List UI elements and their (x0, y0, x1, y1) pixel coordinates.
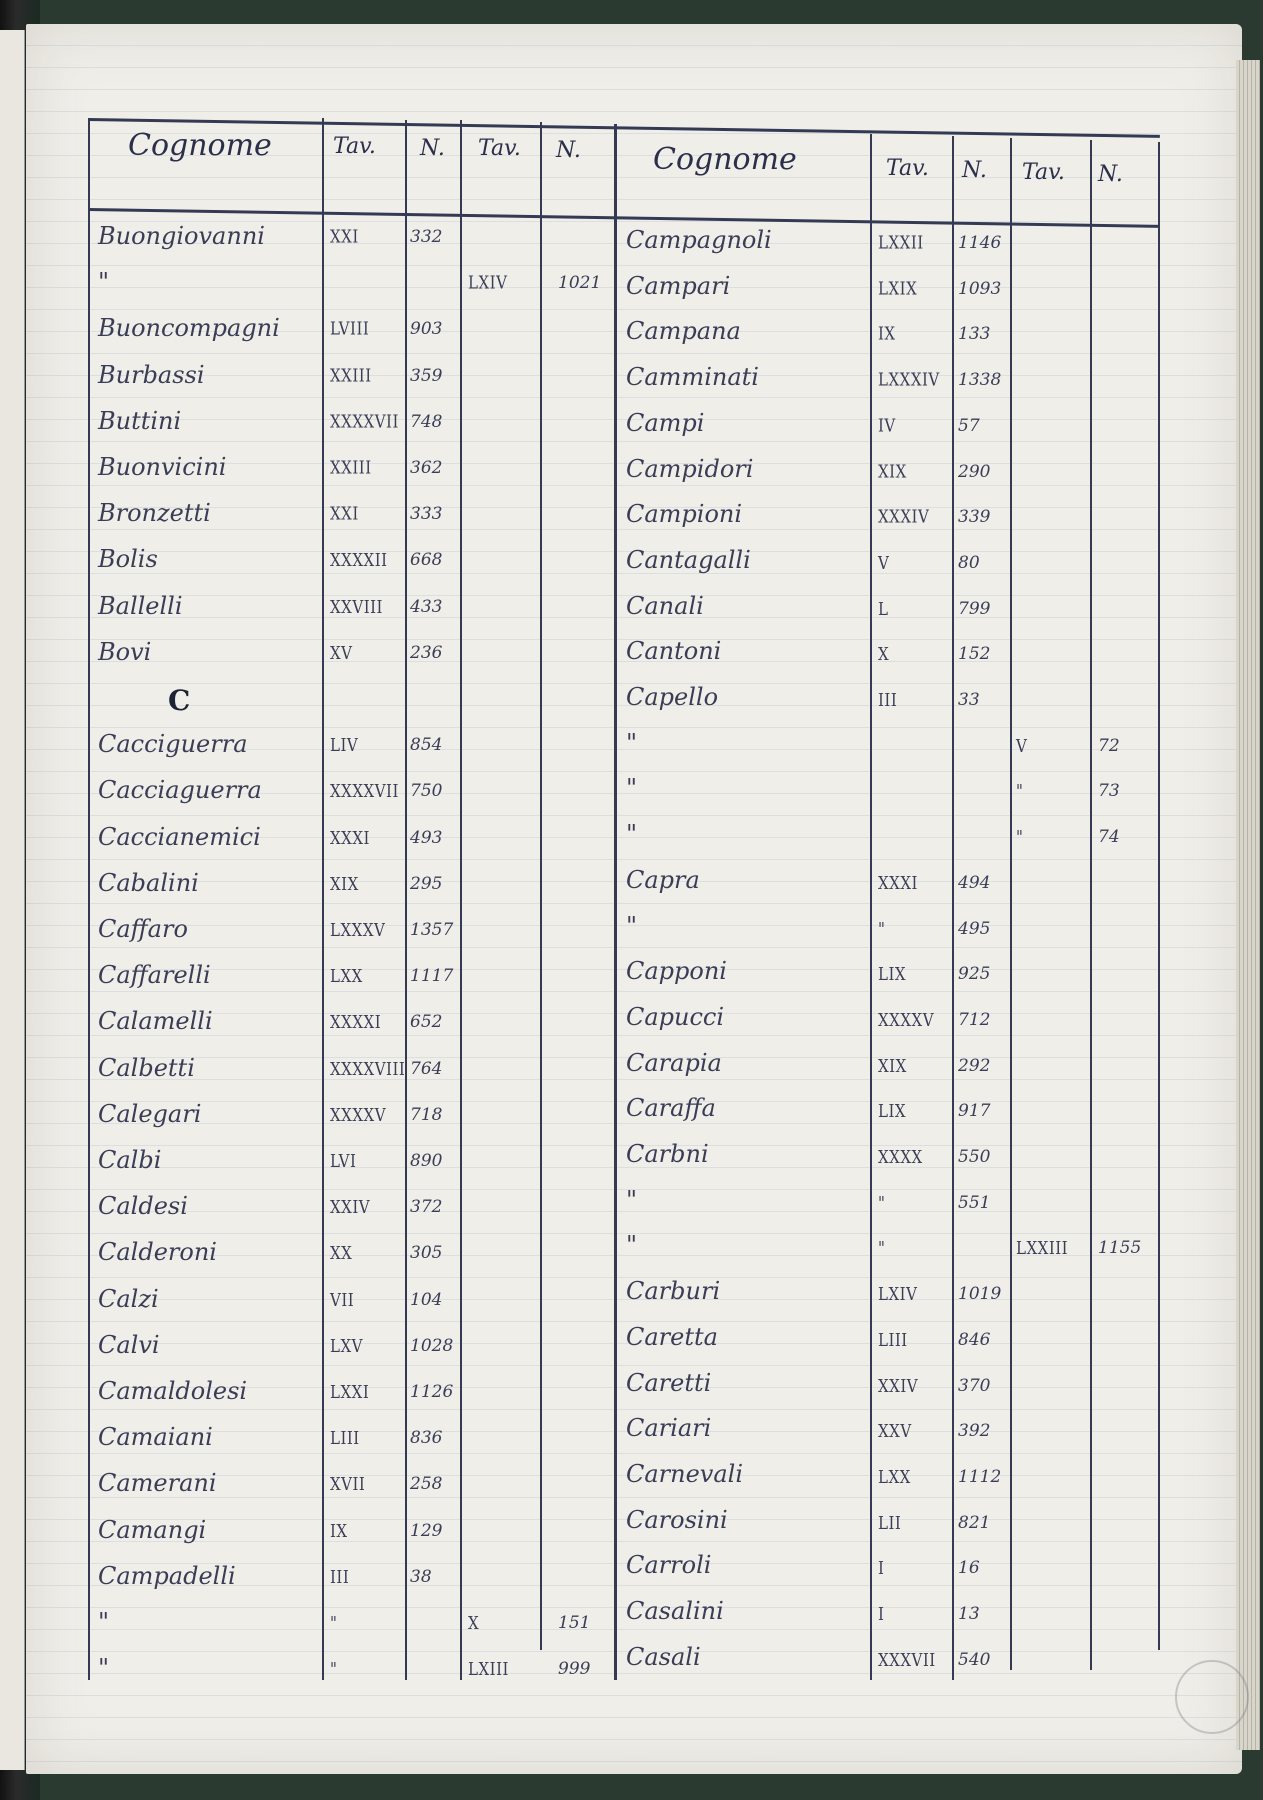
entry-number: 1126 (410, 1382, 454, 1402)
entry-number: 38 (410, 1566, 432, 1587)
surname: Campana (626, 317, 741, 346)
entry-number: 1146 (958, 233, 1002, 253)
tavola-roman: XX (330, 1243, 353, 1264)
surname: Buttini (98, 406, 182, 435)
previous-page-edge (0, 30, 25, 1770)
surname: Caffarelli (98, 961, 211, 990)
entry-number: 836 (410, 1428, 443, 1449)
surname: Cariari (626, 1414, 712, 1443)
entry-number: 493 (410, 827, 443, 848)
surname: Capello (626, 683, 719, 711)
tavola-roman: X (878, 643, 890, 665)
rule-right-tav2 (1010, 138, 1012, 1670)
surname: Casalini (626, 1597, 724, 1625)
entry-number: 370 (958, 1375, 991, 1396)
entry-number: 305 (410, 1243, 443, 1264)
tavola-roman: XIX (330, 873, 359, 895)
entry-number: 718 (410, 1104, 443, 1125)
entry-number: 540 (958, 1649, 991, 1670)
surname: Bovi (98, 637, 152, 666)
surname: Calvi (98, 1330, 160, 1359)
surname: Calbi (98, 1146, 162, 1174)
surname: Campadelli (98, 1561, 236, 1590)
entry-number: 890 (410, 1151, 443, 1171)
tavola-roman: I (878, 1557, 885, 1579)
surname: Carbni (626, 1140, 709, 1168)
entry-number: 359 (410, 365, 443, 386)
entry-number: 339 (958, 507, 991, 528)
entry-number: 1093 (958, 278, 1002, 299)
header-tav2-right: Tav. (1022, 160, 1065, 185)
tavola-roman-2: LXXIII (1016, 1238, 1069, 1259)
surname: Camangi (98, 1515, 207, 1544)
surname: Carburi (626, 1277, 721, 1306)
tavola-roman: XXXXVII (330, 781, 399, 802)
surname: Caretta (626, 1322, 718, 1351)
entry-number: 652 (410, 1012, 443, 1033)
rule-left-num (405, 120, 407, 1680)
entry-number: 16 (958, 1558, 980, 1579)
surname: Calegari (98, 1099, 202, 1128)
surname: Cabalini (98, 868, 199, 897)
tavola-roman: LIX (878, 1100, 907, 1122)
tavola-roman: XIX (878, 461, 907, 482)
tavola-roman: XXXI (330, 827, 370, 848)
rule-right-num (952, 136, 954, 1680)
entry-number: 846 (958, 1329, 991, 1350)
entry-number: 13 (958, 1604, 980, 1624)
rule-right-num2 (1090, 140, 1092, 1670)
tavola-roman: LIV (330, 734, 359, 756)
entry-number: 917 (958, 1101, 991, 1122)
entry-number-2: 72 (1098, 735, 1120, 756)
rule-left-tav (322, 118, 324, 1680)
tavola-roman: IV (878, 415, 896, 437)
tavola-roman: " (878, 918, 886, 939)
surname: Casali (626, 1642, 701, 1671)
entry-number: 799 (958, 598, 991, 619)
entry-number: 333 (410, 504, 443, 525)
surname: Buonvicini (98, 453, 227, 481)
tavola-roman: XXXXI (330, 1012, 382, 1033)
entry-number: 494 (958, 872, 991, 893)
entry-number: 33 (958, 690, 980, 710)
header-n2-right: N. (1098, 162, 1123, 187)
surname: Calbetti (98, 1053, 195, 1082)
header-n2-left: N. (556, 138, 581, 163)
tavola-roman: VII (330, 1289, 355, 1310)
surname: Calzi (98, 1284, 159, 1313)
tavola-roman: XXIII (330, 365, 372, 386)
header-surname-right: Cognome (653, 142, 797, 177)
entry-number: 295 (410, 873, 443, 894)
entry-number: 392 (958, 1421, 991, 1442)
tavola-roman: III (878, 689, 898, 711)
tavola-roman: LXX (878, 1466, 911, 1488)
entry-number: 1028 (410, 1335, 454, 1356)
surname: Bronzetti (98, 499, 211, 528)
surname: " (98, 1654, 110, 1683)
surname: Canali (626, 591, 704, 620)
tavola-roman: XXXX (878, 1146, 923, 1168)
entry-number: 551 (958, 1192, 991, 1213)
entry-number: 495 (958, 918, 991, 939)
entry-number-2: 74 (1098, 827, 1120, 848)
tavola-roman: XXXXII (330, 550, 388, 571)
entry-number: 258 (410, 1474, 443, 1495)
tavola-roman: LIX (878, 963, 907, 985)
tavola-roman: III (330, 1566, 350, 1588)
surname: Calderoni (98, 1238, 217, 1267)
surname: Caffaro (98, 915, 188, 943)
rule-right-tav (870, 134, 872, 1680)
entry-number: 821 (958, 1512, 991, 1533)
surname: Campari (626, 271, 731, 300)
tavola-roman: LII (878, 1512, 902, 1533)
tavola-roman: IX (878, 324, 896, 345)
entry-number: 290 (958, 461, 991, 482)
entry-number: 129 (410, 1520, 443, 1541)
tavola-roman: XXIII (330, 457, 372, 479)
entry-number-2: 1155 (1098, 1238, 1142, 1259)
surname: Caldesi (98, 1192, 188, 1221)
rule-left-num2 (540, 122, 542, 1650)
surname: " (626, 728, 638, 757)
tavola-roman: " (330, 1612, 338, 1634)
surname: Campagnoli (626, 226, 772, 254)
entry-number: 925 (958, 964, 991, 985)
tavola-roman: XV (330, 642, 353, 664)
entry-number-2: 151 (558, 1613, 591, 1633)
surname: " (626, 1185, 638, 1214)
surname: Buoncompagni (98, 314, 280, 343)
entry-number: 292 (958, 1055, 991, 1076)
surname: Carnevali (626, 1459, 744, 1488)
entry-number: 854 (410, 735, 443, 756)
surname: " (626, 820, 638, 849)
tavola-roman-2: LXIV (468, 272, 508, 294)
tavola-roman: " (878, 1192, 886, 1214)
entry-number-2: 73 (1098, 781, 1120, 802)
tavola-roman: LXIV (878, 1283, 918, 1305)
header-n1-right: N. (962, 158, 987, 183)
tavola-roman-2: " (1016, 826, 1024, 848)
surname: Caraffa (626, 1094, 716, 1123)
rule-middle (614, 124, 617, 1680)
tavola-roman: XVII (330, 1474, 366, 1495)
tavola-roman-2: LXIII (468, 1658, 509, 1680)
tavola-roman: XXV (878, 1420, 912, 1442)
surname: Calamelli (98, 1007, 213, 1036)
entry-number: 104 (410, 1289, 443, 1310)
section-letter: C (168, 684, 191, 717)
surname: Capponi (626, 957, 727, 986)
surname: Cantagalli (626, 545, 751, 574)
surname: Bolis (98, 545, 158, 574)
header-n1-left: N. (420, 136, 445, 161)
entry-number: 712 (958, 1009, 991, 1030)
tavola-roman: LXXI (330, 1381, 370, 1403)
entry-number: 550 (958, 1147, 991, 1167)
entry-number: 1117 (410, 966, 454, 987)
entry-number: 903 (410, 319, 443, 340)
surname: Capucci (626, 1002, 725, 1031)
entry-number: 362 (410, 458, 443, 478)
tavola-roman: I (878, 1603, 885, 1625)
header-tav1-left: Tav. (333, 134, 376, 159)
surname: Camaiani (98, 1423, 213, 1452)
tavola-roman: LIII (330, 1427, 360, 1449)
entry-number: 433 (410, 596, 443, 617)
tavola-roman: LXXXV (330, 919, 386, 941)
tavola-roman: LVI (330, 1150, 357, 1172)
tavola-roman: L (878, 598, 889, 619)
tavola-roman: XXIV (330, 1196, 371, 1218)
entry-number-2: 999 (558, 1659, 591, 1680)
surname: Cacciaguerra (98, 776, 262, 805)
entry-number: 236 (410, 642, 443, 663)
entry-number-2: 1021 (558, 273, 602, 294)
library-stamp (1175, 1660, 1249, 1734)
tavola-roman: XXXIV (878, 506, 930, 528)
surname: " (626, 774, 638, 803)
tavola-roman: XXXXV (878, 1009, 935, 1031)
tavola-roman: LXIX (878, 278, 918, 300)
entry-number: 764 (410, 1058, 443, 1079)
surname: Cacciguerra (98, 730, 248, 759)
tavola-roman: XIX (878, 1055, 907, 1076)
surname: " (98, 1608, 110, 1636)
entry-number: 1338 (958, 370, 1002, 391)
header-surname-left: Cognome (128, 128, 272, 163)
entry-number: 748 (410, 411, 443, 432)
entry-number: 750 (410, 781, 443, 802)
tavola-roman: LXXII (878, 232, 924, 254)
tavola-roman: " (330, 1658, 338, 1680)
surname: Burbassi (98, 360, 205, 389)
tavola-roman: LVIII (330, 319, 370, 340)
surname: " (98, 268, 110, 297)
rule-left-tav2 (460, 120, 462, 1680)
tavola-roman: XXXXVIII (330, 1058, 406, 1079)
tavola-roman: IX (330, 1520, 348, 1541)
entry-number: 668 (410, 550, 443, 571)
header-tav2-left: Tav. (478, 136, 521, 161)
entry-number: 332 (410, 227, 443, 247)
tavola-roman: LXXXIV (878, 369, 940, 391)
surname: Campioni (626, 500, 743, 529)
surname: Buongiovanni (98, 222, 265, 250)
tavola-roman-2: X (468, 1612, 480, 1634)
surname: " (626, 911, 638, 940)
surname: Campi (626, 408, 705, 437)
tavola-roman: XXXVII (878, 1649, 936, 1671)
tavola-roman-2: V (1016, 735, 1028, 757)
tavola-roman-2: " (1016, 781, 1024, 802)
page-block-edges (1236, 60, 1260, 1750)
tavola-roman: XXIV (878, 1375, 919, 1396)
surname: Campidori (626, 454, 754, 483)
entry-number: 57 (958, 415, 980, 436)
entry-number: 80 (958, 552, 980, 573)
tavola-roman: XXXI (878, 872, 918, 894)
tavola-roman: XXI (330, 503, 359, 525)
surname: Carapia (626, 1048, 722, 1077)
rule-left-edge (88, 118, 90, 1680)
entry-number: 1357 (410, 920, 454, 940)
entry-number: 133 (958, 324, 991, 345)
entry-number: 152 (958, 644, 991, 665)
surname: Ballelli (98, 591, 183, 620)
surname: Caccianemici (98, 822, 261, 851)
header-tav1-right: Tav. (886, 156, 929, 181)
entry-number: 372 (410, 1197, 443, 1218)
entry-number: 1019 (958, 1284, 1002, 1305)
tavola-roman: XXI (330, 226, 359, 248)
tavola-roman: LXX (330, 965, 363, 987)
surname: Carroli (626, 1551, 712, 1580)
surname: Camminati (626, 363, 759, 392)
tavola-roman: " (878, 1238, 886, 1259)
tavola-roman: LIII (878, 1329, 908, 1351)
surname: Capra (626, 865, 700, 894)
tavola-roman: XXXXV (330, 1104, 387, 1126)
surname: " (626, 1231, 638, 1260)
surname: Cantoni (626, 637, 722, 666)
tavola-roman: XXXXVII (330, 411, 399, 433)
surname: Carosini (626, 1505, 728, 1534)
tavola-roman: XXVIII (330, 596, 383, 617)
rule-right-edge (1158, 142, 1160, 1650)
tavola-roman: V (878, 552, 890, 574)
surname: Camerani (98, 1469, 217, 1498)
tavola-roman: LXV (330, 1335, 363, 1357)
entry-number: 1112 (958, 1466, 1002, 1487)
surname: Caretti (626, 1368, 712, 1397)
surname: Camaldolesi (98, 1377, 248, 1405)
